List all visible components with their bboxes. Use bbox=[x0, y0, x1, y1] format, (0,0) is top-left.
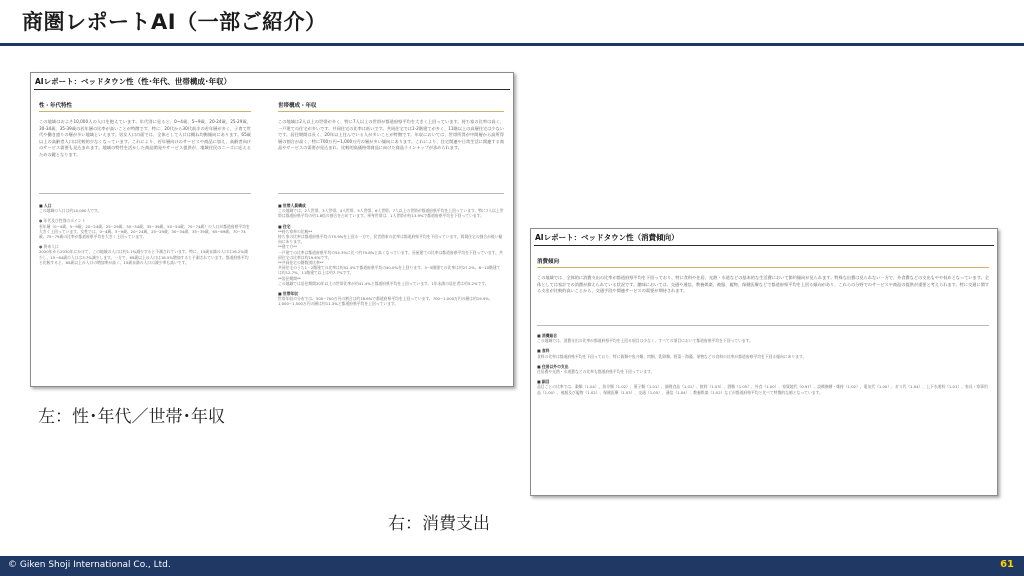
right-section-title: 消費傾向 bbox=[537, 259, 560, 265]
right-details bbox=[537, 333, 989, 400]
report-left-image bbox=[30, 72, 514, 387]
right-summary bbox=[537, 257, 989, 295]
detail-line: ■ 人口 bbox=[39, 203, 52, 208]
col2-details bbox=[278, 203, 504, 312]
detail-line: 共同住宅のうち1・2階建ての比率は約52.4%で都道府県平均の40.0%を上回ります。3~5階建ての比率は約27.2%、6~10階建ては約12.7%、11階建て以上は約7.7%です。 bbox=[278, 265, 501, 276]
detail-line: 2020年から2030年にかけて、この地域の人口は約1.1%減少すると予測されています。特に、15歳未満の人口は16.2%減少し、15~64歳の人口は3.7%減少します。一方で、65歳以上の人口は18.5%増加すると予測されています。都道府県平均と比較すると、65歳以上の人口の増加率が高く、15歳未満の人口の減少率も高いです。 bbox=[39, 249, 249, 265]
detail-line: ● 年代及び性別のポイント bbox=[39, 218, 86, 224]
title-underline bbox=[0, 43, 1024, 46]
report-right-image bbox=[530, 228, 998, 496]
right-section-rule bbox=[537, 267, 989, 268]
detail-line: この地域では居住期間20年以上の世帯比率が約41.4%と都道府県平均を上回っています。1年未満の居住者は約5.2%です。 bbox=[278, 280, 489, 286]
detail-line: **共同住宅の階数別比率** bbox=[278, 260, 324, 266]
report-right-header-rule bbox=[534, 245, 994, 246]
detail-line: **持ち家率の比較** bbox=[278, 228, 313, 234]
page-number: 61 bbox=[1000, 559, 1014, 570]
detail-line: **居住期間** bbox=[278, 275, 301, 281]
col2-text: この地域は2人以上の世帯が多く、特に7人以上の世帯が都道府県平均を大きく上回っています。持ち家の比率は高く、一戸建ての住宅が多いです。共同住宅の比率は低いです。共同住宅では1-2階建てが多く、11階以上の高層住宅は少ないです。居住期間は長く、20年以上住んでいる人が多いことが特徴です。年収においては、世帯所得が中間層から高所得層の割合が高く、特に700万円~1,000万円の層が多い傾向にあります。これにより、住宅関連や日常生活に関連する商品やサービスの需要が見込まれ、比較的高価格帯商品に向けた商品ラインナップが求められます。 bbox=[278, 119, 504, 151]
copyright-text: © Giken Shoji International Co., Ltd. bbox=[8, 560, 171, 570]
col1-summary bbox=[39, 101, 251, 159]
detail-line: 品目ごとの比率では、穀類（1.04）、魚介類（1.02）、菓子類（1.01）、調理食品（1.01）、飲料（1.03）、酒類（1.05）、外食（1.00）、家賃地代（0.97）、設備修繕・維持（1.02）、電気代（1.00）、ガス代（1.04）、上下水道料（1.01）、家具・家事用品（1.00）、被服及び履物（1.02）、保健医療（1.03）、交通（1.05）、通信（1.04）、教養娯楽（1.02）などが都道府県平均と比べて特徴的な値となっています。 bbox=[537, 384, 988, 395]
detail-line: ■ 住宅 bbox=[278, 223, 291, 229]
detail-line: ■ 世帯人員構成 bbox=[278, 203, 306, 208]
detail-line: この地域の人口は約10,000人です。 bbox=[39, 208, 102, 214]
detail-line: **建て方** bbox=[278, 244, 297, 250]
detail-line: ■ 住居以外の支出 bbox=[537, 363, 569, 369]
col1-title-rule bbox=[39, 111, 251, 112]
slide-title: 商圏レポートAI（一部ご紹介） bbox=[22, 10, 327, 34]
footer-bar bbox=[0, 556, 1024, 576]
detail-line: この地域では、消費支出の比率が都道府県平均を上回る項目は少なく、すべての項目において都道府県平均を下回っています。 bbox=[537, 338, 753, 344]
detail-line: 一戸建ての比率は都道府県平均の54.3%に比べ約79.8%と高くなっています。長屋建ての比率は都道府県平均を下回っています。共同住宅の比率は約19.6%です。 bbox=[278, 249, 503, 260]
caption-right: 右：消費支出 bbox=[388, 514, 490, 534]
detail-line: ■ 細目 bbox=[537, 379, 550, 385]
detail-line: 持ち家の比率は都道府県平均の75.9%を上回る一方で、民営借家の比率は都道府県平均を下回っています。賃貸住宅の割合が低い傾向にあります。 bbox=[278, 234, 503, 245]
right-divider bbox=[537, 325, 989, 326]
right-summary-text: この地域では、全体的に消費支出の比率が都道府県平均を下回っており、特に食料や住居、光熱・水道などの基本的な生活費において節約傾向が見られます。特殊な出費は見られない一方で、外食費などの支出もやや低めとなっています。全体としては家計での消費が抑えられている状況です。趣味においては、交通や通信、教養娯楽、被服、履物、保健医療などで都道府県平均を上回る傾向があり、これらの分野でのサービスや商品の提供が重要と考えられます。特に交通に関する支出が比較的高いことから、交通手段や関連サービスの需要が期待されます。 bbox=[537, 275, 989, 294]
col1-details bbox=[39, 203, 251, 270]
detail-line: ● 将来人口 bbox=[39, 244, 59, 250]
col1-title: 性・年代特性 bbox=[39, 103, 73, 109]
col2-summary bbox=[278, 101, 504, 152]
detail-line: ■ 消費総合 bbox=[537, 333, 558, 338]
report-left-header-rule bbox=[34, 89, 510, 90]
col2-divider bbox=[278, 193, 504, 194]
col2-title-rule bbox=[278, 111, 504, 112]
col1-text: この地域はおよそ10,000人の人口を抱えています。年代別に見ると、0~4歳、5~9歳、20-24歳、25-29歳、30-34歳、35-39歳の若年層の比率が高いことが特徴です。特に、20代から30代前半の若年層が多く、子育て世代や働き盛りの層が多い地域といえます。男女人口の面では、全体として人口は概ね均衡傾向にあります。65歳以上の高齢者人口は比較的少なくなっています。これにより、若年層向けのサービスや商品に加え、高齢者向けのサービス需要も見込まれます。地域の特性を活かした商品開発やサービス提供が、地域住民のニーズに応えるための鍵となります。 bbox=[39, 119, 251, 157]
detail-line: 若年層（0~4歳、5~9歳、20~24歳、25~29歳、30~34歳、35~39歳、50~54歳、70~74歳）の人口が都道府県平均を大きく上回っています。女性では、0~4歳、5~9歳、20~24歳、25~29歳、30~34歳、35~39歳、65~69歳、70~74歳、75~79歳の比率が都道府県平均を大きく上回っています。 bbox=[39, 223, 250, 240]
col1-divider bbox=[39, 193, 251, 194]
report-left-header: AIレポート：ベッドタウン性（性･年代、世帯構成･年収） bbox=[35, 77, 232, 86]
detail-line: 世帯年収の分布では、500~700万円の割合は約18.6%で都道府県平均を上回っています。700~1,000万円の層は約19.9%、1,000~1,500万円の層は約11.3%と都道府県平均を上回っています。 bbox=[278, 296, 493, 307]
detail-line: ■ 世帯年収 bbox=[278, 291, 299, 297]
detail-line: ■ 食料 bbox=[537, 348, 550, 354]
report-right-header: AIレポート：ベッドタウン性（消費傾向） bbox=[535, 233, 679, 242]
detail-line: 住居費や光熱・水道費などの比率も都道府県平均を下回っています。 bbox=[537, 369, 655, 375]
detail-line: 食料の比率は都道府県平均を下回っており、特に穀類や魚介類、肉類、乳卵類、野菜・海藻、果物などの食料の比率が都道府県平均を下回る傾向にあります。 bbox=[537, 353, 807, 359]
col2-title: 世帯構成・年収 bbox=[278, 103, 317, 109]
detail-line: この地域では、2人世帯、3人世帯、4人世帯、5人世帯、6人世帯、7人以上の世帯が都道府県平均を上回っています。特に7人以上世帯は都道府県平均の約1.8倍の割合を占めています。単身世帯は、1人世帯が約13.9%で都道府県平均を下回っています。 bbox=[278, 208, 504, 219]
caption-left: 左：性･年代／世帯･年収 bbox=[38, 407, 225, 427]
